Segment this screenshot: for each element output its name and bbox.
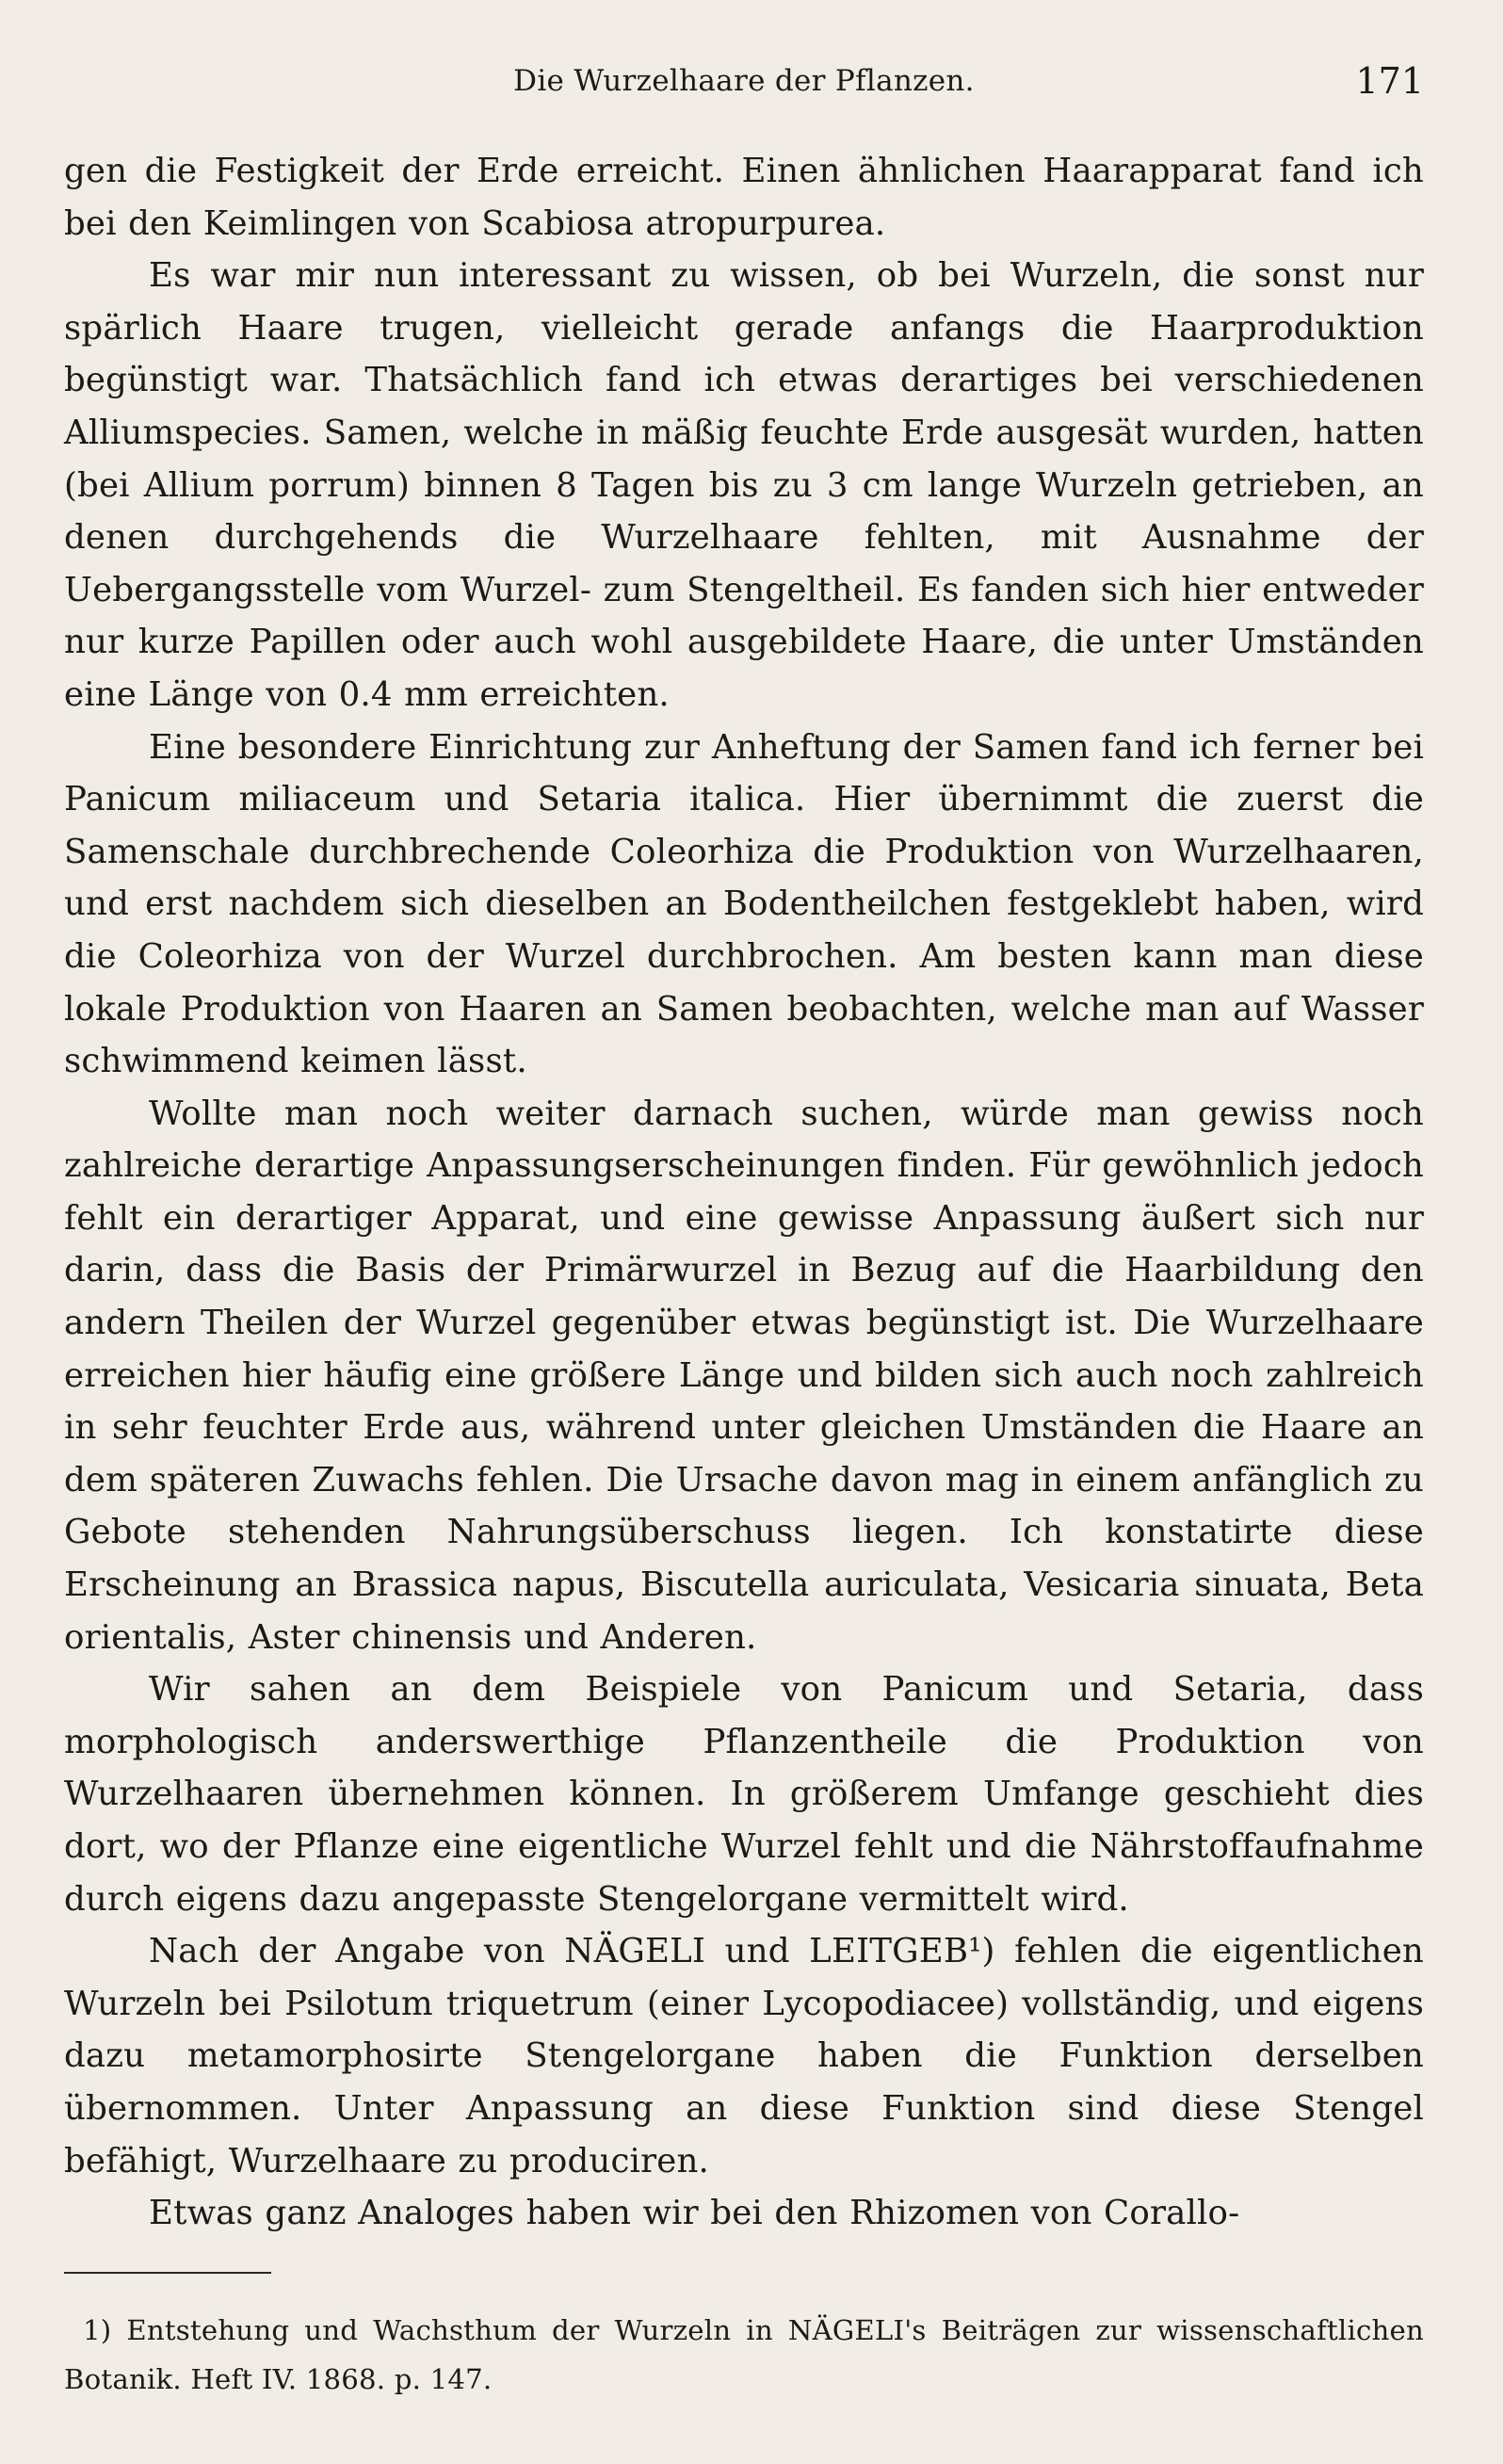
paragraph: Wir sahen an dem Beispiele von Panicum und Setaria, dass morphologisch anderswerthige Pflanzentheile die Produktion von Wurzelhaaren übernehmen können. In größerem Umfange geschieht dies dort, wo der Pflanze eine eigentliche Wurzel fehlt und die Nährstoffaufnahme durch eigens dazu angepasste Stengelorgane vermittelt wird.: [64, 1670, 1424, 1919]
running-head: Die Wurzelhaare der Pflanzen.: [513, 64, 975, 98]
paragraph: Es war mir nun interessant zu wissen, ob bei Wurzeln, die sonst nur spärlich Haare trugen, vielleicht gerade anfangs die Haarproduktion begünstigt war. Thatsächlich fand ich etwas derartiges bei verschiedenen Alliumspecies. Samen, welche in mäßig feuchte Erde ausgesät wurden, hatten (bei Allium porrum) binnen 8 Tagen bis zu 3 cm lange Wurzeln getrieben, an denen durchgehends die Wurzelhaare fehlten, mit Ausnahme der Uebergangsstelle vom Wurzel- zum Stengeltheil. Es fanden sich hier entweder nur kurze Papillen oder auch wohl ausgebildete Haare, die unter Umständen eine Länge von 0.4 mm erreichten.: [64, 256, 1424, 714]
paragraph: Wollte man noch weiter darnach suchen, würde man gewiss noch zahlreiche derartige Anpassungserscheinungen finden. Für gewöhnlich jedoch fehlt ein derartiger Apparat, und eine gewisse Anpassung äußert sich nur darin, dass die Basis der Primärwurzel in Bezug auf die Haarbildung den andern Theilen der Wurzel gegenüber etwas begünstigt ist. Die Wurzelhaare erreichen hier häufig eine größere Länge und bilden sich auch noch zahlreich in sehr feuchter Erde aus, während unter gleichen Umständen die Haare an dem späteren Zuwachs fehlen. Die Ursache davon mag in einem anfänglich zu Gebote stehenden Nahrungsüberschuss liegen. Ich konstatirte diese Erscheinung an Brassica napus, Biscutella auriculata, Vesicaria sinuata, Beta orientalis, Aster chinensis und Anderen.: [64, 1094, 1424, 1657]
footnote-rule: [64, 2272, 271, 2274]
page-header: [64, 57, 1424, 113]
paragraph: Eine besondere Einrichtung zur Anheftung der Samen fand ich ferner bei Panicum miliaceum und Setaria italica. Hier übernimmt die zuerst die Samenschale durchbrechende Coleorhiza die Produktion von Wurzelhaaren, und erst nachdem sich dieselben an Bodentheilchen festgeklebt haben, wird die Coleorhiza von der Wurzel durchbrochen. Am besten kann man diese lokale Produktion von Haaren an Samen beobachten, welche man auf Wasser schwimmend keimen lässt.: [64, 727, 1424, 1081]
page-number: 171: [1355, 60, 1424, 102]
paragraph: Nach der Angabe von NÄGELI und LEITGEB¹) fehlen die eigentlichen Wurzeln bei Psilotum triquetrum (einer Lycopodiacee) vollständig, und eigens dazu metamorphosirte Stengelorgane haben die Funktion derselben übernommen. Unter Anpassung an diese Funktion sind diese Stengel befähigt, Wurzelhaare zu produciren.: [64, 1932, 1424, 2180]
body-text: [64, 145, 1424, 2240]
footnote: 1) Entstehung und Wachsthum der Wurzeln in NÄGELI's Beiträgen zur wissenschaftlichen Botanik. Heft IV. 1868. p. 147.: [64, 2314, 1424, 2395]
paragraph: Etwas ganz Analoges haben wir bei den Rhizomen von Corallo-: [149, 2194, 1240, 2233]
paragraph: gen die Festigkeit der Erde erreicht. Einen ähnlichen Haarapparat fand ich bei den Keimlingen von Scabiosa atropurpurea.: [64, 152, 1424, 243]
footnotes: [64, 2306, 1424, 2404]
